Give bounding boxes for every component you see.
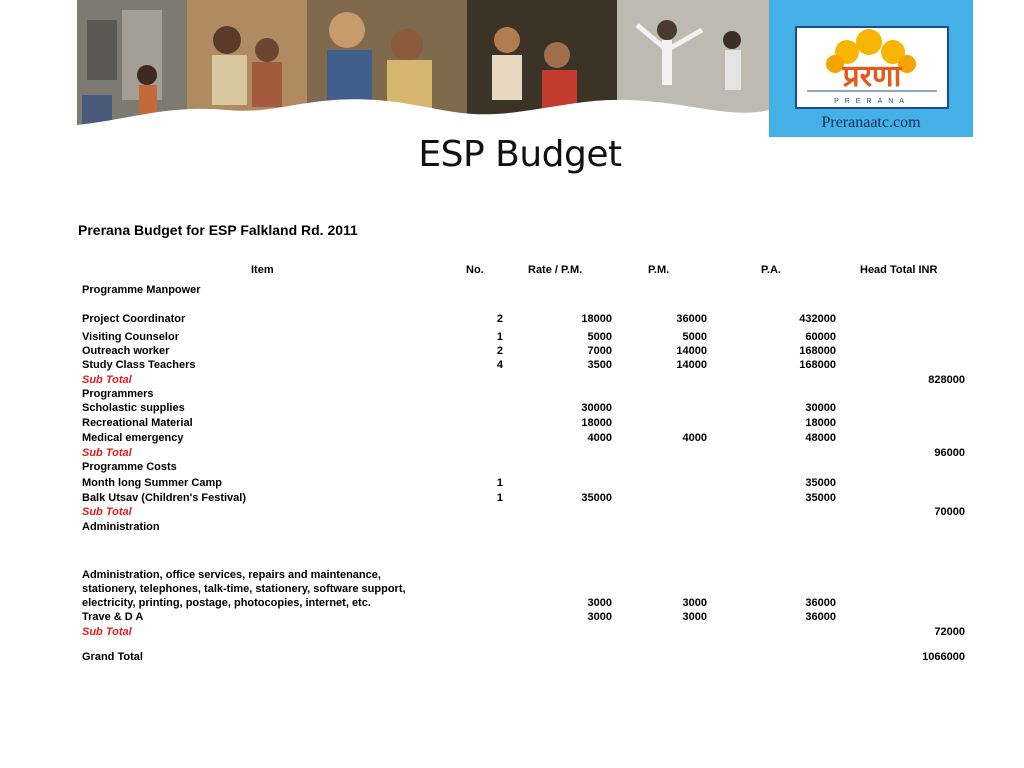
budget-cell-rate: 3000: [587, 597, 612, 609]
budget-cell-item: Visiting Counselor: [82, 331, 179, 343]
budget-cell-no: 4: [496, 359, 503, 371]
budget-cell-item: electricity, printing, postage, photocopies, internet, etc.: [82, 597, 371, 609]
budget-cell-item: Sub Total: [82, 374, 132, 386]
budget-cell-pm: 5000: [682, 331, 707, 343]
budget-cell-pa: 36000: [805, 597, 836, 609]
budget-cell-total: 70000: [934, 506, 965, 518]
budget-cell-no: 1: [496, 477, 503, 489]
budget-cell-pa: 36000: [805, 611, 836, 623]
budget-cell-total: 828000: [928, 374, 965, 386]
column-header-pa: P.A.: [761, 264, 781, 276]
budget-cell-rate: 30000: [581, 402, 612, 414]
budget-cell-total: 96000: [934, 447, 965, 459]
budget-cell-item: Month long Summer Camp: [82, 477, 222, 489]
budget-cell-item: Programme Manpower: [82, 284, 201, 296]
budget-cell-no: 2: [496, 345, 503, 357]
column-header-no: No.: [466, 264, 484, 276]
budget-cell-item: Study Class Teachers: [82, 359, 196, 371]
budget-cell-pa: 60000: [805, 331, 836, 343]
budget-cell-total: 1066000: [922, 651, 965, 663]
budget-cell-pa: 168000: [799, 359, 836, 371]
budget-cell-pa: 48000: [805, 432, 836, 444]
budget-cell-item: Administration: [82, 521, 160, 533]
prerana-logo-panel: [769, 0, 973, 137]
budget-cell-rate: 7000: [587, 345, 612, 357]
budget-cell-item: Trave & D A: [82, 611, 144, 623]
budget-cell-item: Administration, office services, repairs and maintenance,: [82, 569, 381, 581]
logo-wordmark: PRERANA: [834, 98, 910, 105]
budget-cell-pa: 18000: [805, 417, 836, 429]
budget-cell-pm: 14000: [676, 359, 707, 371]
budget-cell-pm: 3000: [682, 611, 707, 623]
column-header-pm: P.M.: [648, 264, 670, 276]
budget-cell-item: Balk Utsav (Children's Festival): [82, 492, 247, 504]
budget-cell-pa: 168000: [799, 345, 836, 357]
budget-cell-rate: 4000: [587, 432, 612, 444]
budget-cell-rate: 3000: [587, 611, 612, 623]
budget-cell-item: Sub Total: [82, 447, 132, 459]
budget-cell-rate: 5000: [587, 331, 612, 343]
budget-cell-item: Programme Costs: [82, 461, 177, 473]
budget-cell-pa: 432000: [799, 313, 836, 325]
budget-cell-item: Outreach worker: [82, 345, 170, 357]
budget-cell-item: Programmers: [82, 388, 154, 400]
budget-cell-pa: 30000: [805, 402, 836, 414]
budget-cell-item: Project Coordinator: [82, 313, 186, 325]
budget-cell-pm: 3000: [682, 597, 707, 609]
budget-heading: Prerana Budget for ESP Falkland Rd. 2011: [78, 222, 358, 238]
svg-text:प्ररणा: प्ररणा: [842, 59, 902, 94]
column-header-item: Item: [251, 264, 274, 276]
budget-cell-pa: 35000: [805, 492, 836, 504]
budget-cell-item: stationery, telephones, talk-time, stationery, software support,: [82, 583, 406, 595]
budget-cell-item: Recreational Material: [82, 417, 193, 429]
prerana-logo: [795, 26, 949, 109]
sun-flower-logo-icon: [797, 28, 947, 107]
budget-cell-pm: 4000: [682, 432, 707, 444]
budget-cell-item: Scholastic supplies: [82, 402, 185, 414]
column-header-head-total: Head Total INR: [860, 264, 938, 276]
budget-cell-pm: 14000: [676, 345, 707, 357]
budget-cell-item: Grand Total: [82, 651, 143, 663]
budget-cell-rate: 18000: [581, 313, 612, 325]
budget-cell-total: 72000: [934, 626, 965, 638]
budget-cell-rate: 18000: [581, 417, 612, 429]
budget-cell-item: Sub Total: [82, 626, 132, 638]
budget-cell-pm: 36000: [676, 313, 707, 325]
budget-cell-no: 1: [496, 492, 503, 504]
column-header-rate: Rate / P.M.: [528, 264, 583, 276]
budget-cell-item: Medical emergency: [82, 432, 184, 444]
budget-cell-item: Sub Total: [82, 506, 132, 518]
logo-url-text: Preranaatc.com: [821, 114, 921, 131]
budget-cell-rate: 3500: [587, 359, 612, 371]
budget-cell-no: 2: [496, 313, 503, 325]
budget-cell-pa: 35000: [805, 477, 836, 489]
budget-cell-no: 1: [496, 331, 503, 343]
budget-cell-rate: 35000: [581, 492, 612, 504]
page-title: ESP Budget: [418, 134, 622, 175]
